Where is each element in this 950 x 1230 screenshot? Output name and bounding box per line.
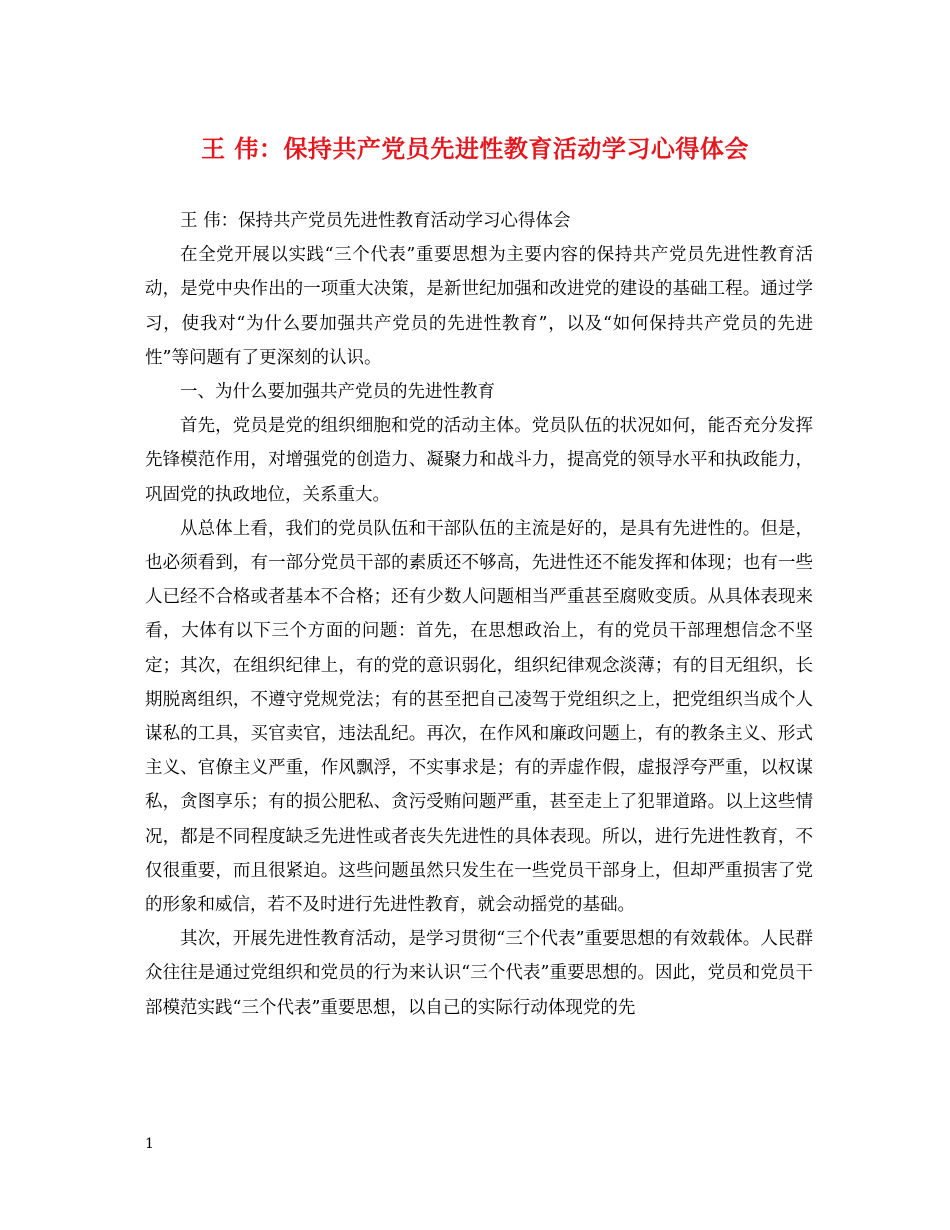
body-paragraph-subtitle: 王 伟：保持共产党员先进性教育活动学习心得体会 (180, 211, 571, 231)
page-number: 1 (145, 1136, 154, 1152)
section-heading-1: 一、为什么要加强共产党员的先进性教育 (180, 382, 495, 403)
document-body (145, 204, 813, 1025)
document-title: 王 伟：保持共产党员先进性教育活动学习心得体会 (201, 135, 749, 163)
body-paragraph-intro: 在全党开展以实践“三个代表”重要思想为主要内容的保持共产党员先进性教育活动，是党中央作出的一项重大决策，是新世纪加强和改进党的建设的基础工程。通过学习，使我对“为什么要加强共产党员的先进性教育”，以及“如何保持共产党员的先进性”等问题有了更深刻的认识。 (145, 245, 813, 368)
body-paragraph-overall: 从总体上看，我们的党员队伍和干部队伍的主流是好的，是具有先进性的。但是，也必须看到，有一部分党员干部的素质还不够高，先进性还不能发挥和体现；也有一些人已经不合格或者基本不合格；还有少数人问题相当严重甚至腐败变质。从具体表现来看，大体有以下三个方面的问题：首先，在思想政治上，有的党员干部理想信念不坚定；其次，在组织纪律上，有的党的意识弱化，组织纪律观念淡薄；有的目无组织，长期脱离组织，不遵守党规党法；有的甚至把自己凌驾于党组织之上，把党组织当成个人谋私的工具，买官卖官，违法乱纪。再次，在作风和廉政问题上，有的教条主义、形式主义、官僚主义严重，作风飘浮，不实事求是；有的弄虚作假，虚报浮夸严重，以权谋私，贪图享乐；有的损公肥私、贪污受贿问题严重，甚至走上了犯罪道路。以上这些情况，都是不同程度缺乏先进性或者丧失先进性的具体表现。所以，进行先进性教育，不仅很重要，而且很紧迫。这些问题虽然只发生在一些党员干部身上，但却严重损害了党的形象和威信，若不及时进行先进性教育，就会动摇党的基础。 (145, 518, 813, 916)
body-paragraph-second: 其次，开展先进性教育活动，是学习贯彻“三个代表”重要思想的有效载体。人民群众往往是通过党组织和党员的行为来认识“三个代表”重要思想的。因此，党员和党员干部模范实践“三个代表”重要思想，以自己的实际行动体现党的先 (145, 929, 813, 1018)
body-paragraph-first: 首先，党员是党的组织细胞和党的活动主体。党员队伍的状况如何，能否充分发挥先锋模范作用，对增强党的创造力、凝聚力和战斗力，提高党的领导水平和执政能力，巩固党的执政地位，关系重大。 (145, 416, 813, 505)
